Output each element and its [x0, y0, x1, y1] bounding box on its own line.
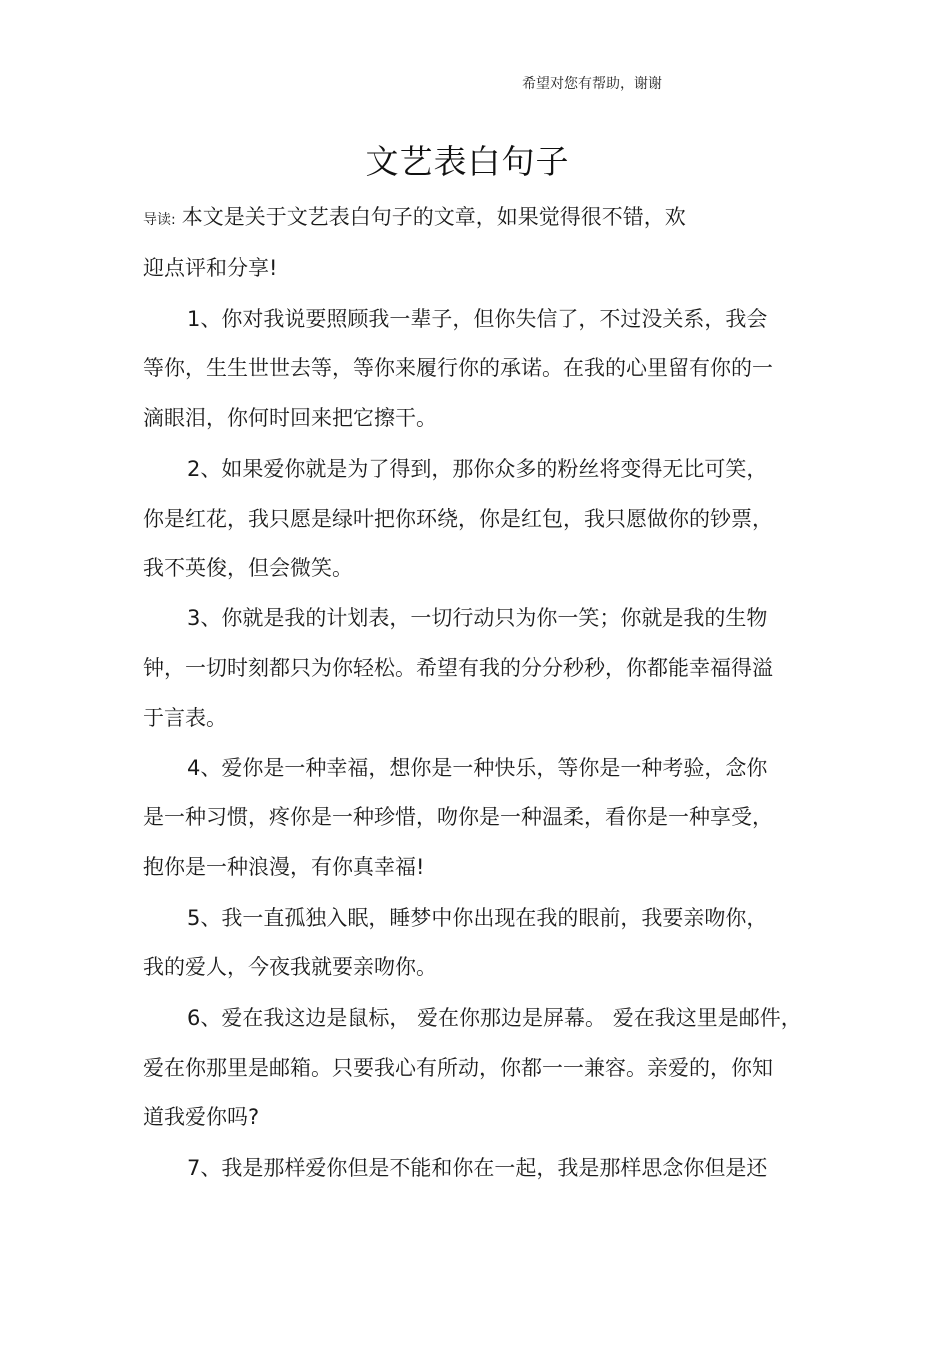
- intro-line: 迎点评和分享!: [143, 256, 278, 280]
- paragraph-6-line: 爱在你那里是邮箱。只要我心有所动，你都一一兼容。亲爱的，你知: [143, 1056, 773, 1080]
- paragraph-4-line: 4、爱你是一种幸福，想你是一种快乐，等你是一种考验，念你: [187, 756, 768, 780]
- paragraph-5-line: 我的爱人，今夜我就要亲吻你。: [143, 955, 437, 979]
- paragraph-5-line: 5、我一直孤独入眠，睡梦中你出现在我的眼前，我要亲吻你，: [187, 906, 768, 930]
- paragraph-1-line: 等你，生生世世去等，等你来履行你的承诺。在我的心里留有你的一: [143, 356, 773, 380]
- paragraph-7-line: 7、我是那样爱你但是不能和你在一起，我是那样思念你但是还: [187, 1156, 768, 1180]
- paragraph-6-line: 道我爱你吗?: [143, 1105, 260, 1129]
- paragraph-3-line: 于言表。: [143, 706, 227, 730]
- paragraph-6-line: 6、爱在我这边是鼠标， 爱在你那边是屏幕。 爱在我这里是邮件，: [187, 1006, 802, 1030]
- paragraph-2-line: 2、如果爱你就是为了得到，那你众多的粉丝将变得无比可笑，: [187, 457, 768, 481]
- page-title: 文艺表白句子: [365, 142, 570, 181]
- intro-line: [143, 203, 686, 234]
- paragraph-4-line: 抱你是一种浪漫，有你真幸福!: [143, 855, 425, 879]
- paragraph-1-line: 1、你对我说要照顾我一辈子，但你失信了，不过没关系，我会: [187, 307, 768, 331]
- paragraph-2-line: 你是红花，我只愿是绿叶把你环绕，你是红包，我只愿做你的钞票，: [143, 507, 773, 531]
- paragraph-4-line: 是一种习惯，疼你是一种珍惜，吻你是一种温柔，看你是一种享受，: [143, 805, 773, 829]
- intro-text: 本文是关于文艺表白句子的文章，如果觉得很不错，欢: [181, 205, 686, 229]
- paragraph-3-line: 3、你就是我的计划表，一切行动只为你一笑；你就是我的生物: [187, 606, 768, 630]
- paragraph-1-line: 滴眼泪，你何时回来把它擦干。: [143, 406, 437, 430]
- intro-label: 导读:: [143, 212, 176, 228]
- header-note: 希望对您有帮助，谢谢: [522, 76, 662, 92]
- paragraph-3-line: 钟，一切时刻都只为你轻松。希望有我的分分秒秒，你都能幸福得溢: [143, 656, 773, 680]
- paragraph-2-line: 我不英俊，但会微笑。: [143, 556, 353, 580]
